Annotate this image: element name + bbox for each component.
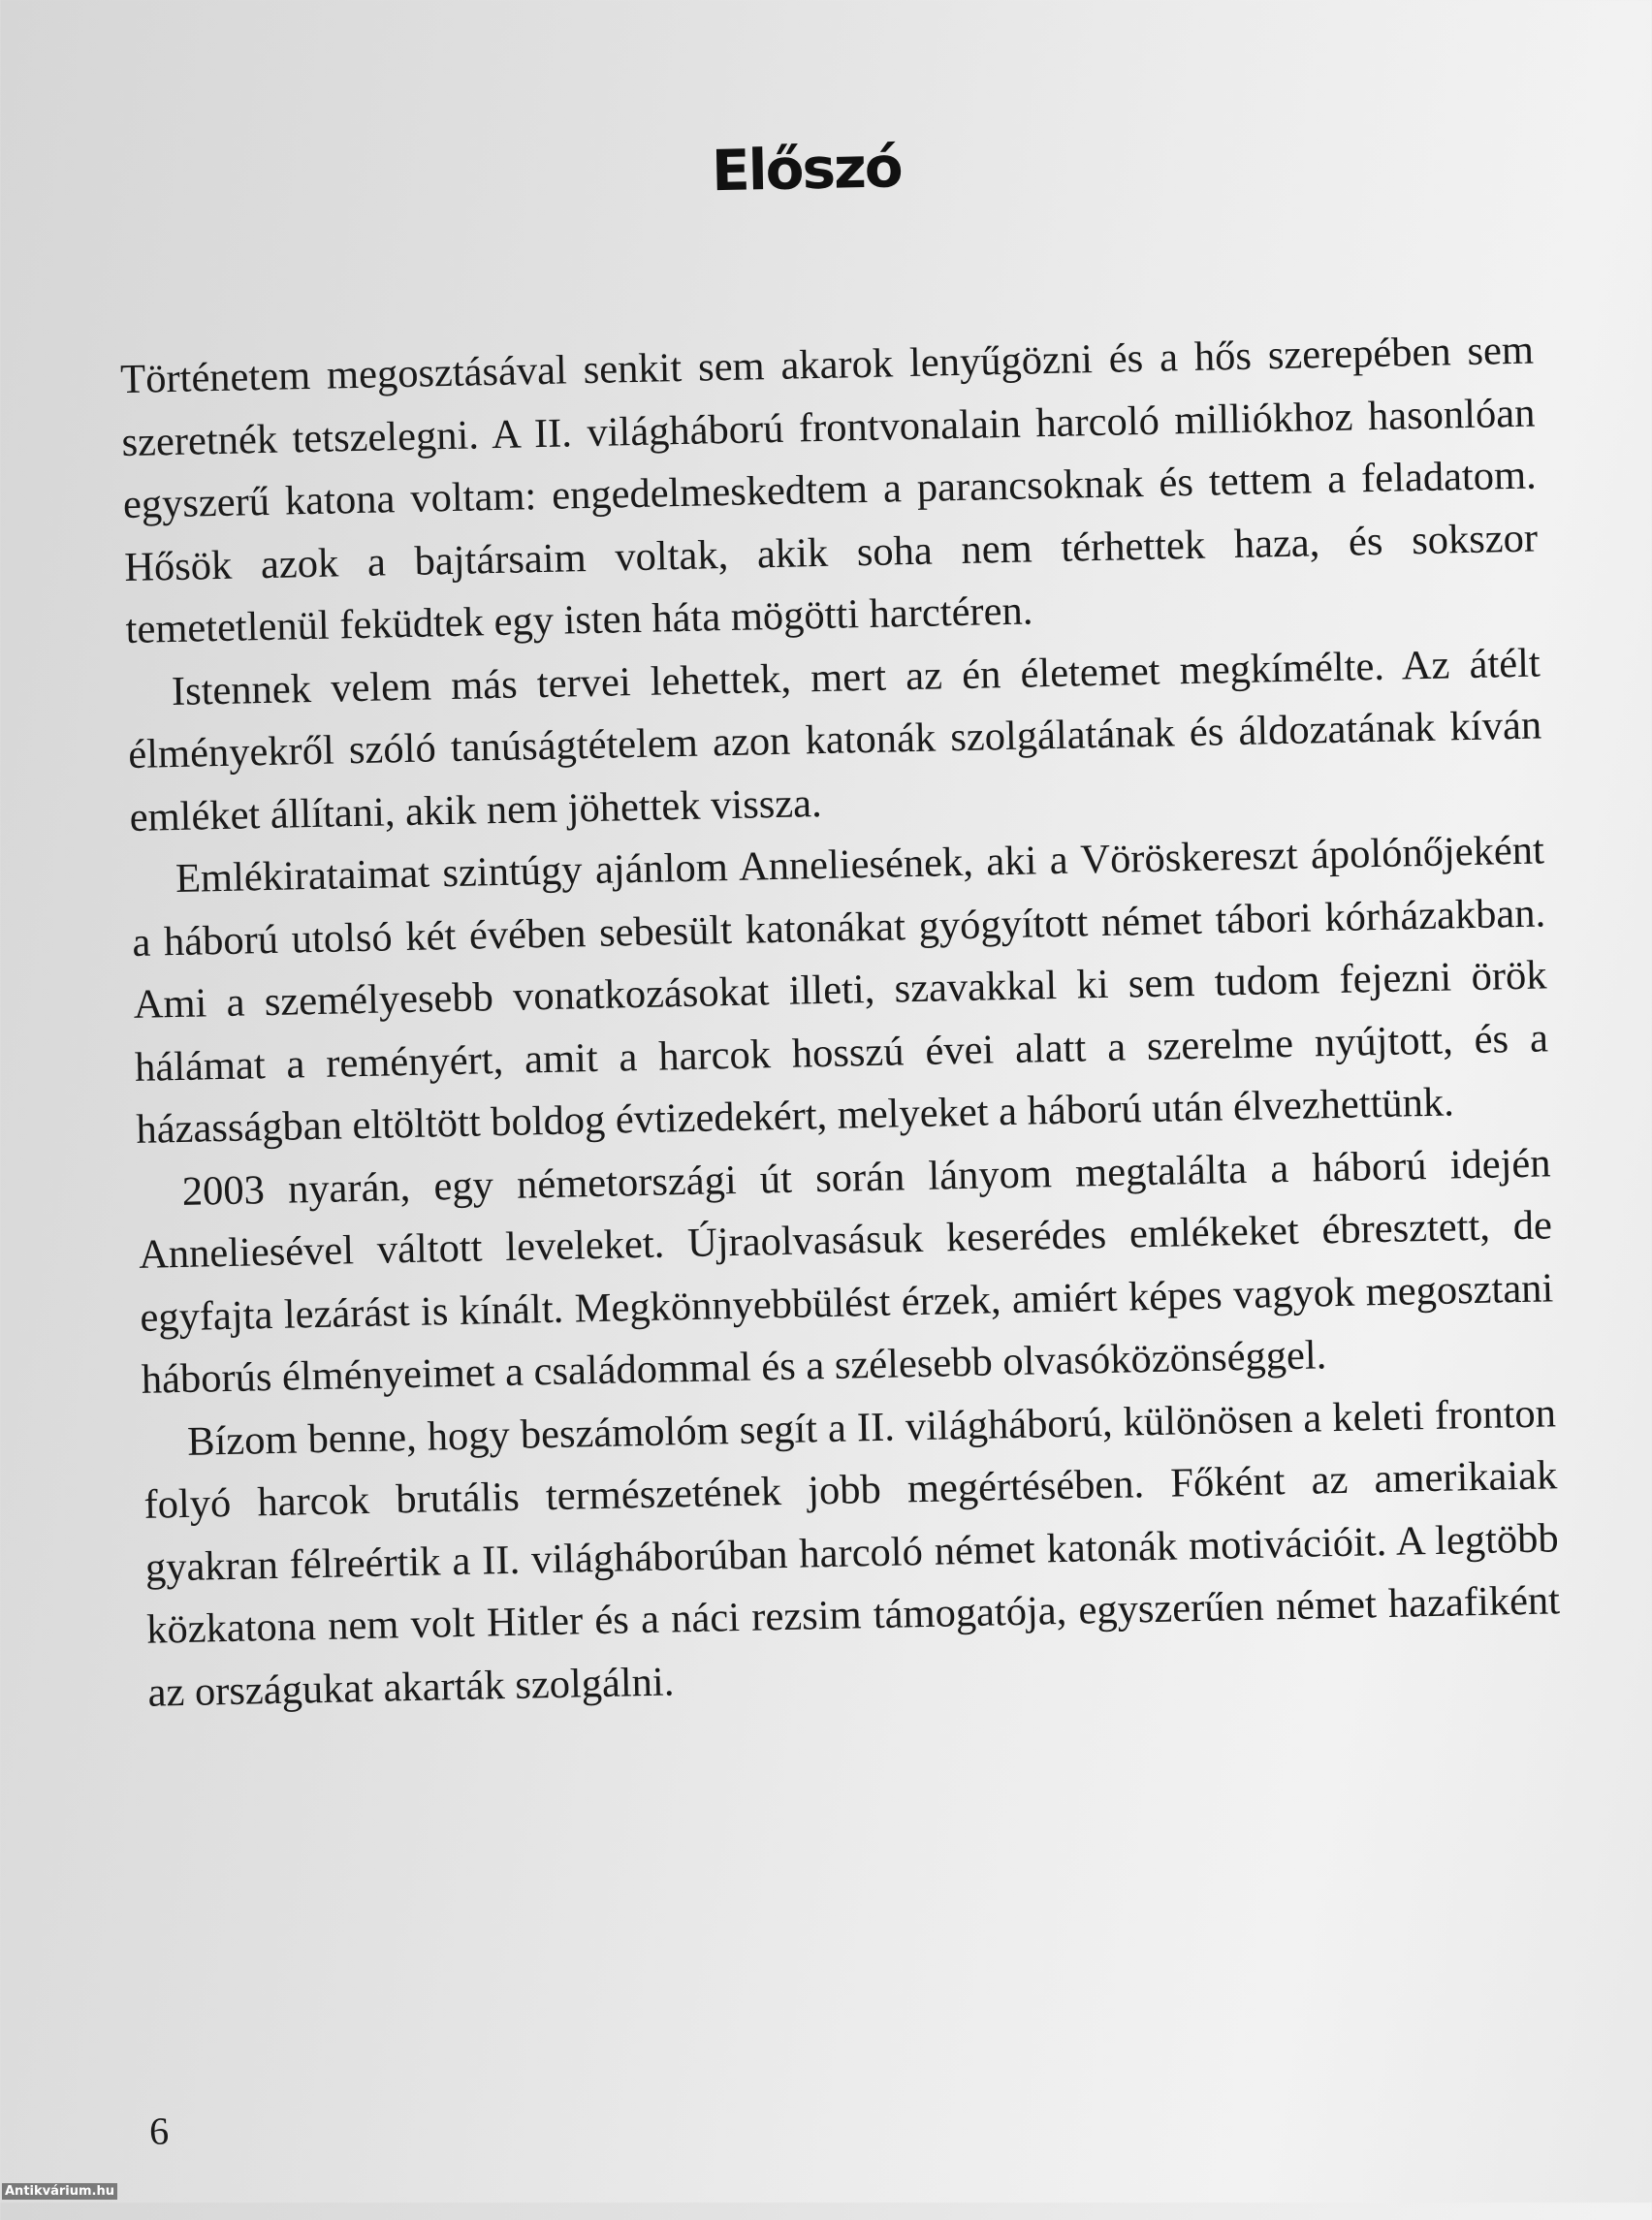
paragraph-5: Bízom benne, hogy beszámolóm segít a II. világháború, különösen a keleti fronton folyó harcok brutális természetének jobb megértésében. Főként az amerikaiak gyakran félreértik a II. világháborúban harcoló német katonák motivációit. A legtöbb közkatona nem volt Hitler és a náci rezsim támogatója, egyszerűen német hazafiként az országukat akarták szolgálni. (143, 1389, 1561, 1716)
body-text (120, 320, 1562, 1725)
paragraph-3: Emlékirataimat szintúgy ajánlom Anneliesének, aki a Vöröskereszt ápolónőjeként a háború utolsó két évében sebesült katonákat gyógyított német tábori kórházakban. Ami a személyesebb vonatkozásokat illeti, szavakkal ki sem tudom fejezni örök hálámat a reményért, amit a harcok hosszú évei alatt a szerelme nyújtott, és a házasságban eltöltött boldog évtizedekért, melyeket a háború után élvezhettünk. (131, 827, 1549, 1153)
paragraph-4: 2003 nyarán, egy németországi út során lányom megtalálta a háború idején Anneliesével váltott leveleket. Újraolvasásuk keserédes emlékeket ébresztett, de egyfajta lezárást is kínált. Megkönnyebbülést érzek, amiért képes vagyok megosztani háborús élményeimet a családommal és a szélesebb olvasóközönséggel. (138, 1139, 1554, 1403)
paragraph-1: Történetem megosztásával senkit sem akarok lenyűgözni és a hős szerepében sem szeretnék tetszelegni. A II. világháború frontvonalain harcoló milliókhoz hasonlóan egyszerű katona voltam: engedelmeskedtem a parancsoknak és tettem a feladatom. Hősök azok a bajtársaim voltak, akik soha nem térhettek haza, és sokszor temetetlenül feküdtek egy isten háta mögötti harctéren. (119, 327, 1539, 653)
paragraph-2: Istennek velem más tervei lehettek, mert az én életemet megkímélte. Az átélt élményekről szóló tanúságtételem azon katonák szolgálatának és áldozatának kíván emléket állítani, akik nem jöhettek vissza. (127, 639, 1542, 840)
watermark: Antikvárium.hu (2, 2183, 117, 2200)
page-number: 6 (148, 2109, 170, 2153)
chapter-title: Előszó (711, 134, 903, 205)
